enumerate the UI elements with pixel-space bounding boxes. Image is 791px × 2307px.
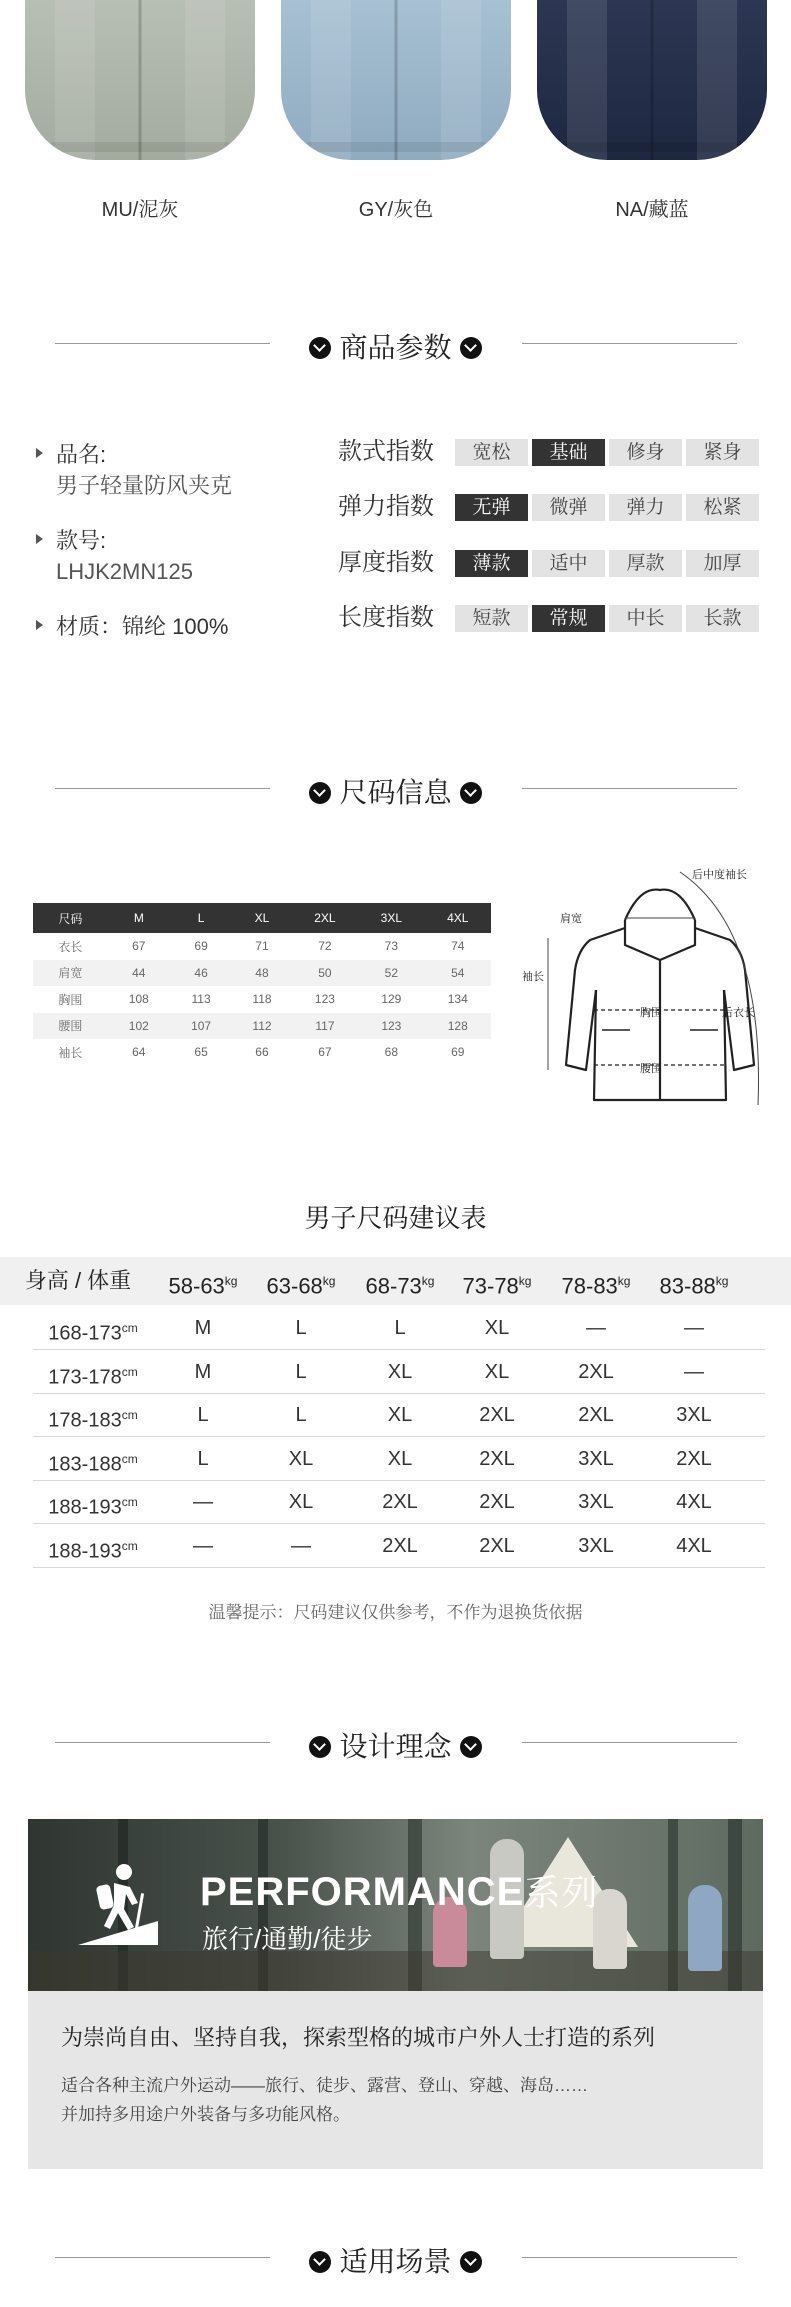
size-cell: XL bbox=[484, 1360, 510, 1383]
index-option: 短款 bbox=[455, 605, 528, 632]
height-unit: cm bbox=[121, 1451, 138, 1466]
size-cell: XL bbox=[484, 1317, 510, 1339]
size-cell: 2XL bbox=[578, 1360, 614, 1383]
size-table-header: M bbox=[108, 903, 170, 933]
table-row bbox=[33, 986, 491, 1013]
table-cell: 衣长 bbox=[33, 933, 108, 960]
chevron-down-icon bbox=[460, 1736, 482, 1758]
table-cell: 67 bbox=[292, 1039, 358, 1066]
size-cell: XL bbox=[288, 1447, 314, 1470]
recommend-header-cell bbox=[154, 1257, 252, 1310]
section-title: 尺码信息 bbox=[339, 777, 452, 808]
section-header-params bbox=[0, 324, 791, 364]
recommend-header-cell bbox=[645, 1257, 743, 1310]
weight-unit: kg bbox=[715, 1274, 729, 1288]
concept-body bbox=[61, 2071, 588, 2129]
height-range: 188-193 bbox=[48, 1496, 122, 1519]
diagram-label: 袖长 bbox=[522, 971, 544, 983]
size-table-header: 2XL bbox=[292, 903, 358, 933]
weight-range: 83-88 bbox=[659, 1273, 716, 1299]
table-cell: 68 bbox=[358, 1039, 424, 1066]
chevron-down-icon bbox=[460, 337, 482, 359]
color-label: NA/藏蓝 bbox=[615, 199, 689, 221]
weight-range: 58-63 bbox=[168, 1273, 225, 1299]
index-option: 紧身 bbox=[686, 439, 759, 466]
size-cell: — bbox=[193, 1534, 213, 1557]
index-option: 无弹 bbox=[455, 494, 528, 521]
index-option: 松紧 bbox=[686, 494, 759, 521]
table-cell: 108 bbox=[108, 986, 170, 1013]
index-option: 微弹 bbox=[532, 494, 605, 521]
table-cell: 113 bbox=[170, 986, 232, 1013]
diagram-label: 后衣长 bbox=[722, 1007, 755, 1019]
size-cell: L bbox=[295, 1317, 307, 1339]
table-cell: 134 bbox=[425, 986, 491, 1013]
height-unit: cm bbox=[121, 1495, 138, 1509]
height-cell bbox=[33, 1307, 153, 1356]
table-cell: 69 bbox=[425, 1039, 491, 1066]
table-row bbox=[33, 1525, 765, 1568]
table-cell: 54 bbox=[425, 960, 491, 987]
table-cell: 118 bbox=[232, 986, 292, 1013]
table-cell: 102 bbox=[108, 1013, 170, 1040]
size-cell: XL bbox=[288, 1491, 314, 1513]
size-cell: 2XL bbox=[578, 1404, 614, 1426]
size-cell: — bbox=[291, 1534, 311, 1557]
size-cell: 3XL bbox=[578, 1534, 614, 1557]
hiker-logo-icon bbox=[78, 1863, 158, 1945]
size-cell: L bbox=[197, 1404, 209, 1426]
table-cell: 123 bbox=[292, 986, 358, 1013]
table-cell: 72 bbox=[292, 933, 358, 960]
weight-range: 63-68 bbox=[266, 1273, 323, 1299]
jacket-image-mud-grey[interactable] bbox=[25, 0, 255, 160]
table-cell: 129 bbox=[358, 986, 424, 1013]
section-header-size bbox=[0, 769, 791, 809]
param-value: LHJK2MN125 bbox=[56, 559, 193, 584]
size-table-header: 4XL bbox=[425, 903, 491, 933]
size-cell: XL bbox=[387, 1360, 413, 1383]
size-cell: — bbox=[684, 1360, 704, 1383]
table-cell: 袖长 bbox=[33, 1039, 108, 1066]
height-cell bbox=[33, 1481, 153, 1530]
index-row bbox=[338, 603, 758, 633]
table-cell: 65 bbox=[170, 1039, 232, 1066]
table-row bbox=[33, 1394, 765, 1437]
table-row bbox=[33, 1307, 765, 1350]
recommend-header-cell bbox=[351, 1257, 449, 1310]
height-cell bbox=[33, 1351, 153, 1400]
concept-headline: 为崇尚自由、坚持自我，探索型格的城市户外人士打造的系列 bbox=[61, 2025, 656, 2050]
concept-body-line: 并加持多用途户外装备与多功能风格。 bbox=[61, 2105, 350, 2124]
height-unit: cm bbox=[121, 1408, 138, 1422]
table-cell: 胸围 bbox=[33, 986, 108, 1013]
measurement-diagram bbox=[522, 860, 770, 1120]
size-cell: 3XL bbox=[578, 1447, 614, 1470]
height-unit: cm bbox=[121, 1538, 138, 1553]
table-cell: 44 bbox=[108, 960, 170, 987]
size-cell: 2XL bbox=[479, 1534, 515, 1557]
weight-unit: kg bbox=[518, 1274, 532, 1288]
section-header-scene bbox=[0, 2238, 791, 2278]
index-option: 中长 bbox=[609, 605, 682, 632]
height-range: 188-193 bbox=[48, 1540, 122, 1563]
series-name-cn: 系列 bbox=[524, 1872, 599, 1913]
color-label: GY/灰色 bbox=[358, 199, 434, 221]
size-table bbox=[33, 903, 491, 1066]
concept-description bbox=[28, 1991, 763, 2169]
index-option: 基础 bbox=[532, 439, 605, 466]
concept-body-line: 适合各种主流户外运动——旅行、徒步、露营、登山、穿越、海岛…… bbox=[61, 2076, 588, 2095]
triangle-bullet-icon bbox=[36, 534, 43, 544]
size-cell: 2XL bbox=[676, 1447, 712, 1470]
series-subtitle: 旅行/通勤/徒步 bbox=[202, 1924, 373, 1954]
index-row bbox=[338, 492, 758, 522]
table-cell: 128 bbox=[425, 1013, 491, 1040]
diagram-label: 胸围 bbox=[640, 1007, 662, 1019]
recommend-header-cell bbox=[547, 1257, 645, 1310]
height-cell bbox=[33, 1525, 153, 1574]
table-row bbox=[33, 933, 491, 960]
recommend-header-cell bbox=[252, 1257, 350, 1310]
color-label: MU/泥灰 bbox=[101, 199, 179, 221]
table-row bbox=[33, 1438, 765, 1481]
section-title: 设计理念 bbox=[339, 1731, 452, 1762]
height-cell bbox=[33, 1438, 153, 1487]
weight-unit: kg bbox=[617, 1274, 631, 1288]
weight-unit: kg bbox=[322, 1274, 336, 1288]
size-table-header: L bbox=[170, 903, 232, 933]
param-material bbox=[34, 612, 324, 642]
table-cell: 46 bbox=[170, 960, 232, 987]
index-row bbox=[338, 548, 758, 578]
height-unit: cm bbox=[121, 1364, 138, 1379]
table-row bbox=[33, 960, 491, 987]
height-range: 168-173 bbox=[48, 1322, 122, 1345]
weight-range: 68-73 bbox=[365, 1273, 422, 1299]
size-cell: — bbox=[193, 1491, 213, 1513]
param-value: 男子轻量防风夹克 bbox=[56, 473, 233, 498]
param-sku bbox=[34, 526, 324, 588]
index-option: 厚款 bbox=[609, 550, 682, 577]
table-row bbox=[33, 1351, 765, 1394]
height-range: 173-178 bbox=[48, 1366, 122, 1389]
diagram-label: 腰围 bbox=[640, 1063, 662, 1075]
table-cell: 66 bbox=[232, 1039, 292, 1066]
index-option: 宽松 bbox=[455, 439, 528, 466]
table-cell: 腰围 bbox=[33, 1013, 108, 1040]
series-banner bbox=[28, 1819, 763, 1991]
size-cell: L bbox=[295, 1404, 307, 1426]
size-cell: — bbox=[586, 1317, 606, 1339]
size-table-header: 尺码 bbox=[33, 903, 108, 933]
table-cell: 123 bbox=[358, 1013, 424, 1040]
param-value: 材质：锦纶 100% bbox=[56, 614, 229, 639]
recommend-header bbox=[0, 1257, 791, 1305]
index-name: 厚度指数 bbox=[338, 549, 434, 576]
weight-range: 78-83 bbox=[561, 1273, 618, 1299]
index-row bbox=[338, 437, 758, 467]
section-title: 商品参数 bbox=[339, 332, 452, 363]
recommend-header-cell: 身高 / 体重 bbox=[24, 1268, 132, 1293]
size-cell: 2XL bbox=[382, 1491, 418, 1513]
chevron-down-icon bbox=[309, 1736, 331, 1758]
size-cell: 4XL bbox=[676, 1491, 712, 1513]
chevron-down-icon bbox=[460, 2251, 482, 2273]
table-cell: 肩宽 bbox=[33, 960, 108, 987]
table-row bbox=[33, 1481, 765, 1524]
index-option: 适中 bbox=[532, 550, 605, 577]
triangle-bullet-icon bbox=[36, 448, 43, 458]
jacket-outline-icon bbox=[530, 860, 770, 1120]
size-cell: 4XL bbox=[676, 1534, 712, 1557]
height-unit: cm bbox=[121, 1321, 138, 1335]
series-title bbox=[200, 1865, 598, 1916]
index-name: 长度指数 bbox=[338, 604, 434, 631]
size-cell: 3XL bbox=[578, 1491, 614, 1513]
table-cell: 117 bbox=[292, 1013, 358, 1040]
table-cell: 73 bbox=[358, 933, 424, 960]
size-cell: — bbox=[684, 1317, 704, 1339]
size-table-header: 3XL bbox=[358, 903, 424, 933]
size-cell: 2XL bbox=[479, 1491, 515, 1513]
table-cell: 107 bbox=[170, 1013, 232, 1040]
table-cell: 48 bbox=[232, 960, 292, 987]
size-cell: 2XL bbox=[479, 1404, 515, 1426]
param-key: 款号: bbox=[56, 528, 107, 553]
weight-range: 73-78 bbox=[462, 1273, 519, 1299]
table-cell: 71 bbox=[232, 933, 292, 960]
param-name bbox=[34, 440, 324, 502]
table-cell: 64 bbox=[108, 1039, 170, 1066]
size-tip: 温馨提示：尺码建议仅供参考，不作为退换货依据 bbox=[208, 1603, 583, 1622]
table-cell: 50 bbox=[292, 960, 358, 987]
size-cell: 2XL bbox=[382, 1534, 418, 1557]
table-cell: 52 bbox=[358, 960, 424, 987]
size-cell: L bbox=[295, 1360, 307, 1383]
table-cell: 74 bbox=[425, 933, 491, 960]
recommend-title: 男子尺码建议表 bbox=[304, 1203, 487, 1233]
index-option: 常规 bbox=[532, 605, 605, 632]
index-name: 款式指数 bbox=[338, 438, 434, 465]
table-row bbox=[33, 1039, 491, 1066]
height-range: 178-183 bbox=[48, 1409, 122, 1432]
weight-unit: kg bbox=[421, 1274, 435, 1288]
index-option: 长款 bbox=[686, 605, 759, 632]
recommend-header-cell bbox=[448, 1257, 546, 1310]
size-cell: XL bbox=[387, 1404, 413, 1426]
size-cell: 3XL bbox=[676, 1404, 712, 1426]
table-cell: 112 bbox=[232, 1013, 292, 1040]
index-option: 弹力 bbox=[609, 494, 682, 521]
triangle-bullet-icon bbox=[36, 620, 43, 630]
table-cell: 67 bbox=[108, 933, 170, 960]
size-cell: XL bbox=[387, 1447, 413, 1470]
chevron-down-icon bbox=[309, 782, 331, 804]
height-cell bbox=[33, 1394, 153, 1443]
size-cell: M bbox=[194, 1317, 212, 1339]
chevron-down-icon bbox=[309, 2251, 331, 2273]
color-swatches bbox=[0, 0, 791, 240]
section-header-design bbox=[0, 1723, 791, 1763]
index-option: 加厚 bbox=[686, 550, 759, 577]
weight-unit: kg bbox=[224, 1274, 238, 1288]
param-key: 品名: bbox=[56, 442, 107, 467]
table-row bbox=[33, 1013, 491, 1040]
chevron-down-icon bbox=[460, 782, 482, 804]
chevron-down-icon bbox=[309, 337, 331, 359]
diagram-label: 后中度袖长 bbox=[692, 869, 747, 881]
size-cell: M bbox=[194, 1360, 212, 1383]
size-cell: 2XL bbox=[479, 1447, 515, 1470]
table-cell: 69 bbox=[170, 933, 232, 960]
height-range: 183-188 bbox=[48, 1453, 122, 1476]
series-name-en: PERFORMANCE bbox=[200, 1870, 525, 1914]
section-title: 适用场景 bbox=[339, 2246, 452, 2277]
index-name: 弹力指数 bbox=[338, 493, 434, 520]
jacket-image-navy[interactable] bbox=[537, 0, 767, 160]
size-cell: L bbox=[197, 1447, 209, 1470]
product-params bbox=[34, 440, 324, 666]
index-option: 薄款 bbox=[455, 550, 528, 577]
diagram-label: 肩宽 bbox=[560, 913, 582, 925]
size-cell: L bbox=[394, 1317, 406, 1339]
index-option: 修身 bbox=[609, 439, 682, 466]
size-table-header: XL bbox=[232, 903, 292, 933]
jacket-image-grey[interactable] bbox=[281, 0, 511, 160]
